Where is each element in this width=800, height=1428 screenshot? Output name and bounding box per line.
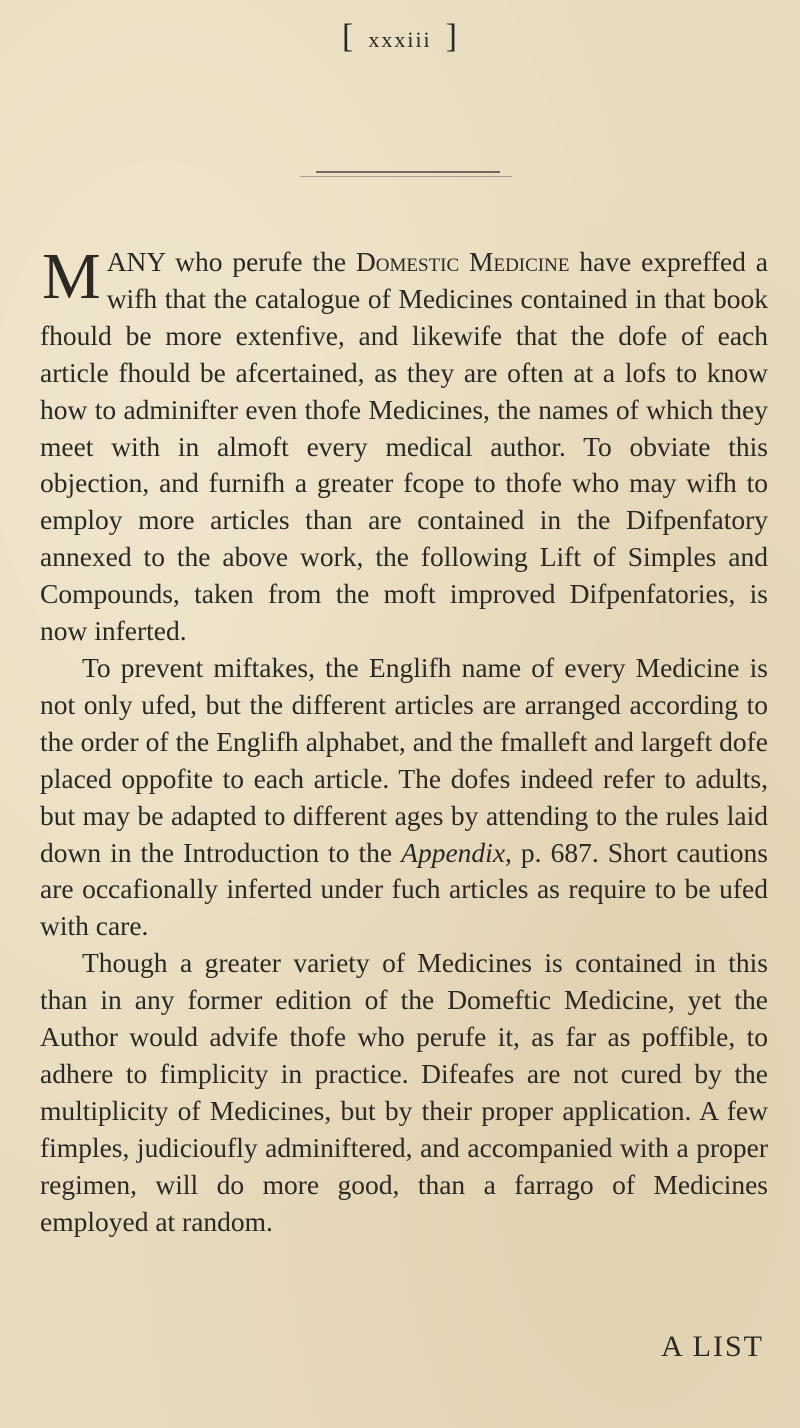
drop-cap: M xyxy=(42,240,101,313)
paragraph-2-after: , p. 687. Short cautions are occafionally inferted under fuch articles as require to be ufed with care. xyxy=(40,836,768,942)
header-bracket-right: ] xyxy=(445,18,458,55)
paragraph-1-lead: ANY who perufe the xyxy=(106,246,356,277)
header-bracket-left: [ xyxy=(342,18,355,55)
page-header xyxy=(0,18,800,56)
catchword: A LIST xyxy=(661,1330,764,1363)
paragraph-3-text: Though a greater variety of Medicines is contained in this than in any former edition of the Domeftic Medicine, yet the Author would advife thofe who perufe it, as far as poffible, to adhere to fimplicity in practice. Difeafes are not cured by the multiplicity of Medicines, but by their proper application. A few fimples, judicioufly adminiftered, and accompanied with a proper regimen, will do more good, than a farrago of Medicines employed at random. xyxy=(40,947,768,1237)
paragraph-2 xyxy=(40,650,768,945)
page-number: xxxiii xyxy=(368,27,432,52)
header-rule xyxy=(316,171,500,173)
paragraph-1-text: have expreffed a wifh that the catalogue of Medicines contained in that book fhould be more extenfive, and likewife that the dofe of each article fhould be afcertained, as they are often at a lofs to know how to adminifter even thofe Medicines, the names of which they meet with in almoft every medical author. To obviate this objection, and furnifh a greater fcope to thofe who may wifh to employ more articles than are contained in the Difpenfatory annexed to the above work, the following Lift of Simples and Compounds, taken from the moft improved Difpenfatories, is now inferted. xyxy=(40,246,769,647)
appendix-italic: Appendix xyxy=(401,836,506,868)
header-rule-thin xyxy=(300,176,512,177)
paragraph-3 xyxy=(40,945,768,1240)
paragraph-2-before: To prevent miftakes, the Englifh name of every Medicine is not only ufed, but the different articles are arranged according to the order of the Englifh alphabet, and the fmalleft and largeft dofe placed oppofite to each article. The dofes indeed refer to adults, but may be adapted to different ages by attending to the rules laid down in the Introduction to the xyxy=(40,651,768,868)
book-title-smallcaps: Domestic Medicine xyxy=(355,246,570,277)
body-text xyxy=(40,240,769,1240)
paragraph-1 xyxy=(40,240,769,650)
